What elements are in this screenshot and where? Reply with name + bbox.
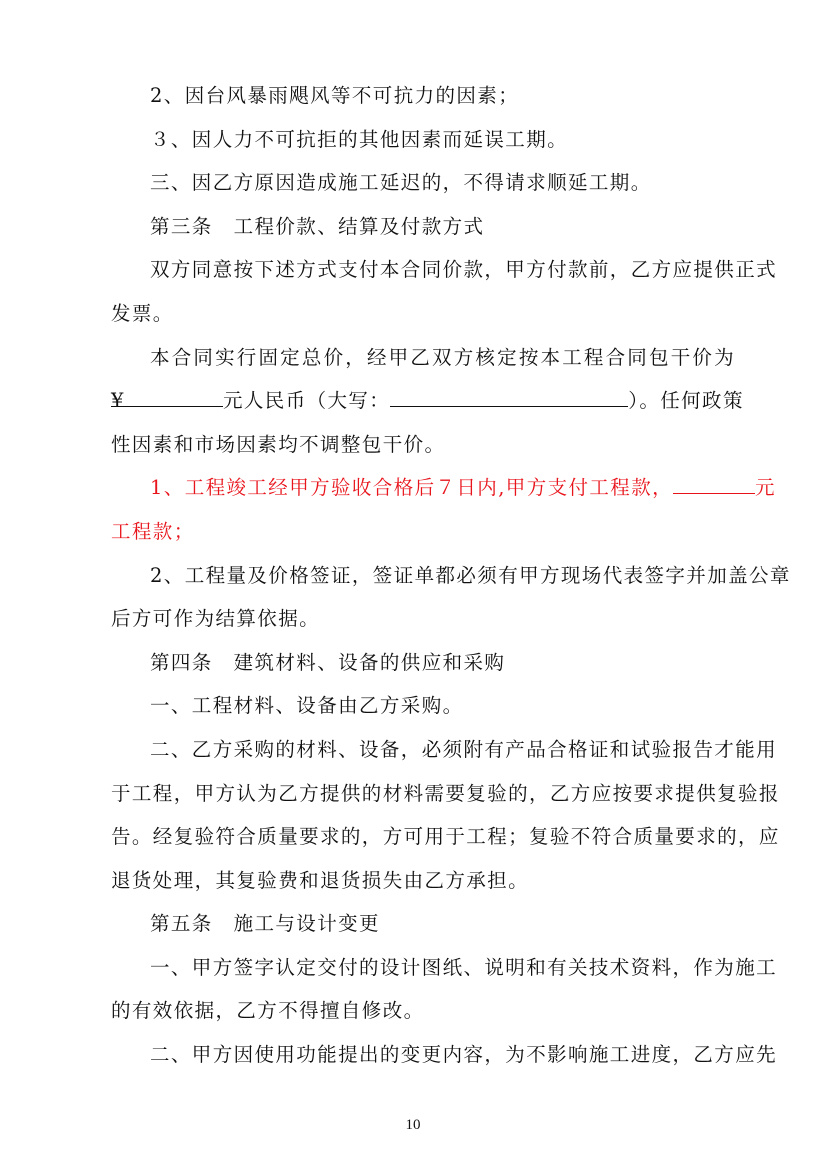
clause-item-force-majeure: ３、因人力不可抗拒的其他因素而延误工期。 [150,128,569,151]
payment-amount-blank [673,476,755,494]
price-note: ）。任何政策 [628,389,744,412]
clause-item-typhoon: 2、因台风暴雨飓风等不可抗力的因素； [150,84,520,107]
paragraph-payment-method-cont: 发票。 [111,302,174,325]
payment-clause-text: 1、工程竣工经甲方验收合格后７日内,甲方支付工程款， [150,476,674,499]
paragraph-payment-method: 双方同意按下述方式支付本合同价款，甲方付款前，乙方应提供正式 [150,258,778,281]
amount-in-words-blank [390,389,628,407]
article-5-heading: 第五条 施工与设计变更 [150,912,380,935]
paragraph-visa-cont: 后方可作为结算依据。 [111,607,321,630]
payment-clause-highlight-cont: 工程款； [111,520,195,543]
paragraph-design-change: 二、甲方因使用功能提出的变更内容，为不影响施工进度，乙方应先 [150,1043,778,1066]
paragraph-fixed-price: 本合同实行固定总价，经甲乙双方核定按本工程合同包干价为 [150,346,735,369]
paragraph-visa: 2、工程量及价格签证，签证单都必须有甲方现场代表签字并加盖公章 [150,564,791,587]
paragraph-materials-cert-cont1: 于工程，甲方认为乙方提供的材料需要复验的，乙方应按要求提供复验报 [111,782,780,805]
paragraph-design-docs: 一、甲方签字认定交付的设计图纸、说明和有关技术资料，作为施工 [150,956,778,979]
amount-blank [111,389,223,412]
paragraph-no-adjustment: 性因素和市场因素均不调整包干价。 [111,433,446,456]
clause-item-contractor-delay: 三、因乙方原因造成施工延迟的，不得请求顺延工期。 [150,171,652,194]
paragraph-materials-cert-cont2: 告。经复验符合质量要求的，方可用于工程；复验不符合质量要求的，应 [111,825,780,848]
article-3-heading: 第三条 工程价款、结算及付款方式 [150,215,485,238]
page-number: 10 [405,1117,421,1133]
paragraph-materials-purchase: 一、工程材料、设备由乙方采购。 [150,694,464,717]
contract-price-line [111,389,744,413]
price-label: 元人民币（大写： [223,389,391,412]
paragraph-design-docs-cont: 的有效依据，乙方不得擅自修改。 [111,999,425,1022]
payment-unit: 元 [755,476,776,499]
payment-clause-highlight [150,476,776,500]
article-4-heading: 第四条 建筑材料、设备的供应和采购 [150,651,506,674]
paragraph-materials-cert: 二、乙方采购的材料、设备，必须附有产品合格证和试验报告才能用 [150,738,778,761]
paragraph-materials-cert-cont3: 退货处理，其复验费和退货损失由乙方承担。 [111,869,530,892]
currency-symbol: ¥ [111,389,125,412]
